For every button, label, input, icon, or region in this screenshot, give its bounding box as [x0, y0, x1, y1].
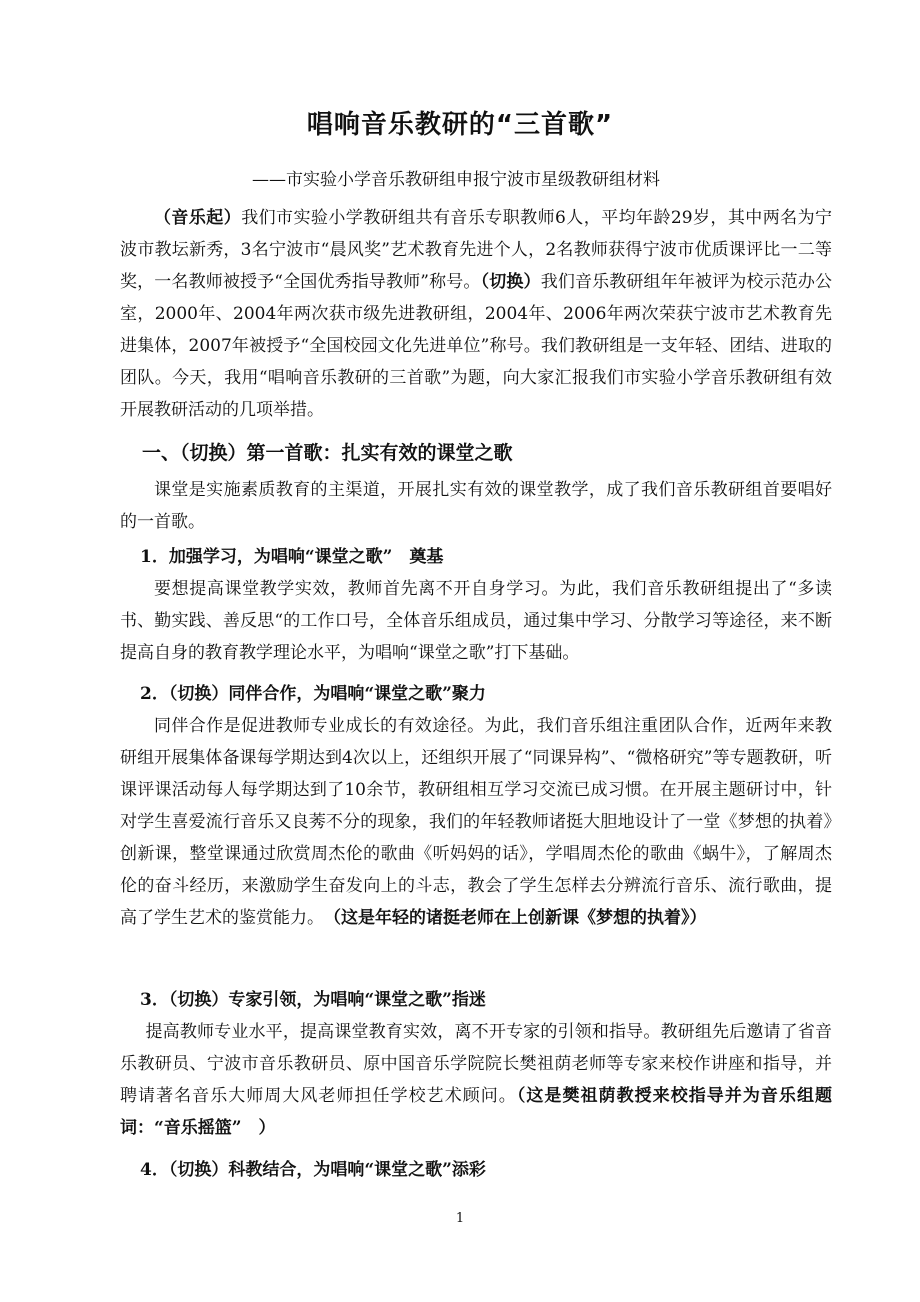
subsection-2-heading: 2．（切换）同伴合作，为唱响“课堂之歌”聚力: [140, 684, 486, 704]
subsection-2-paragraph: [120, 710, 832, 934]
intro-text-1: 我们市实验小学教研组共有音乐专职教师6人，平均年龄29岁，其中两名为宁波市教坛新秀，3名宁波市“晨风奖”艺术教育先进个人，2名教师获得宁波市优质课评比一二等奖，一名教师被授予“全国优秀指导教师”称号。: [120, 208, 833, 292]
page-title: 唱响音乐教研的“三首歌”: [306, 110, 614, 140]
subsection-1-heading: 1．加强学习，为唱响“课堂之歌” 奠基: [140, 547, 444, 567]
subsection-2-photo-note: （这是年轻的诸挺老师在上创新课《梦想的执着》）: [332, 908, 707, 928]
subsection-3-photo-note: （这是樊祖荫教授来校指导并为音乐组题词：“音乐摇篮” ）: [120, 1086, 833, 1138]
subsection-2-block: [120, 710, 832, 934]
page-number: 1: [455, 1211, 465, 1226]
subsection-3-paragraph: [120, 1016, 832, 1144]
subsection-1-text: 要想提高课堂教学实效，教师首先离不开自身学习。为此，我们音乐教研组提出了“多读书、勤实践、善反思“的工作口号，全体音乐组成员，通过集中学习、分散学习等途径，来不断提高自身的教育教学理论水平，为唱响“课堂之歌”打下基础。: [120, 579, 832, 663]
subsection-3-text: 提高教师专业水平，提高课堂教育实效，离不开专家的引领和指导。教研组先后邀请了省音乐教研员、宁波市音乐教研员、原中国音乐学院院长樊祖荫老师等专家来校作讲座和指导，并聘请著名音乐大师周大风老师担任学校艺术顾问。: [120, 1022, 832, 1106]
section-1-intro-block: [120, 474, 832, 538]
intro-cue-music: （音乐起）: [154, 208, 242, 228]
subsection-3-heading: 3．（切换）专家引领，为唱响“课堂之歌”指迷: [140, 990, 486, 1010]
page-subtitle: ——市实验小学音乐教研组申报宁波市星级教研组材料: [252, 170, 660, 190]
intro-text-2: 我们音乐教研组年年被评为校示范办公室，2000年、2004年两次获市级先进教研组，2004年、2006年两次荣获宁波市艺术教育先进集体，2007年被授予“全国校园文化先进单位”称号。我们教研组是一支年轻、团结、进取的团队。今天，我用“唱响音乐教研的三首歌”为题，向大家汇报我们市实验小学音乐教研组有效开展教研活动的几项举措。: [120, 272, 833, 420]
subsection-3-block: [120, 1016, 832, 1144]
section-1-intro: 课堂是实施素质教育的主渠道，开展扎实有效的课堂教学，成了我们音乐教研组首要唱好的一首歌。: [120, 480, 832, 532]
intro-cue-switch: （切换）: [480, 272, 541, 292]
subsection-1-block: [120, 573, 832, 669]
section-1-heading: 一、（切换）第一首歌：扎实有效的课堂之歌: [142, 442, 513, 464]
subsection-4-heading: 4．（切换）科教结合，为唱响“课堂之歌”添彩: [140, 1160, 486, 1180]
intro-block: [120, 202, 832, 426]
intro-paragraph: [120, 202, 832, 426]
subsection-2-text: 同伴合作是促进教师专业成长的有效途径。为此，我们音乐组注重团队合作，近两年来教研组开展集体备课每学期达到4次以上，还组织开展了“同课异构”、“微格研究”等专题教研，听课评课活动每人每学期达到了10余节，教研组相互学习交流已成习惯。在开展主题研讨中，针对学生喜爱流行音乐又良莠不分的现象，我们的年轻教师诸挺大胆地设计了一堂《梦想的执着》创新课，整堂课通过欣赏周杰伦的歌曲《听妈妈的话》，学唱周杰伦的歌曲《蜗牛》，了解周杰伦的奋斗经历，来激励学生奋发向上的斗志，教会了学生怎样去分辨流行音乐、流行歌曲，提高了学生艺术的鉴赏能力。: [120, 716, 832, 928]
